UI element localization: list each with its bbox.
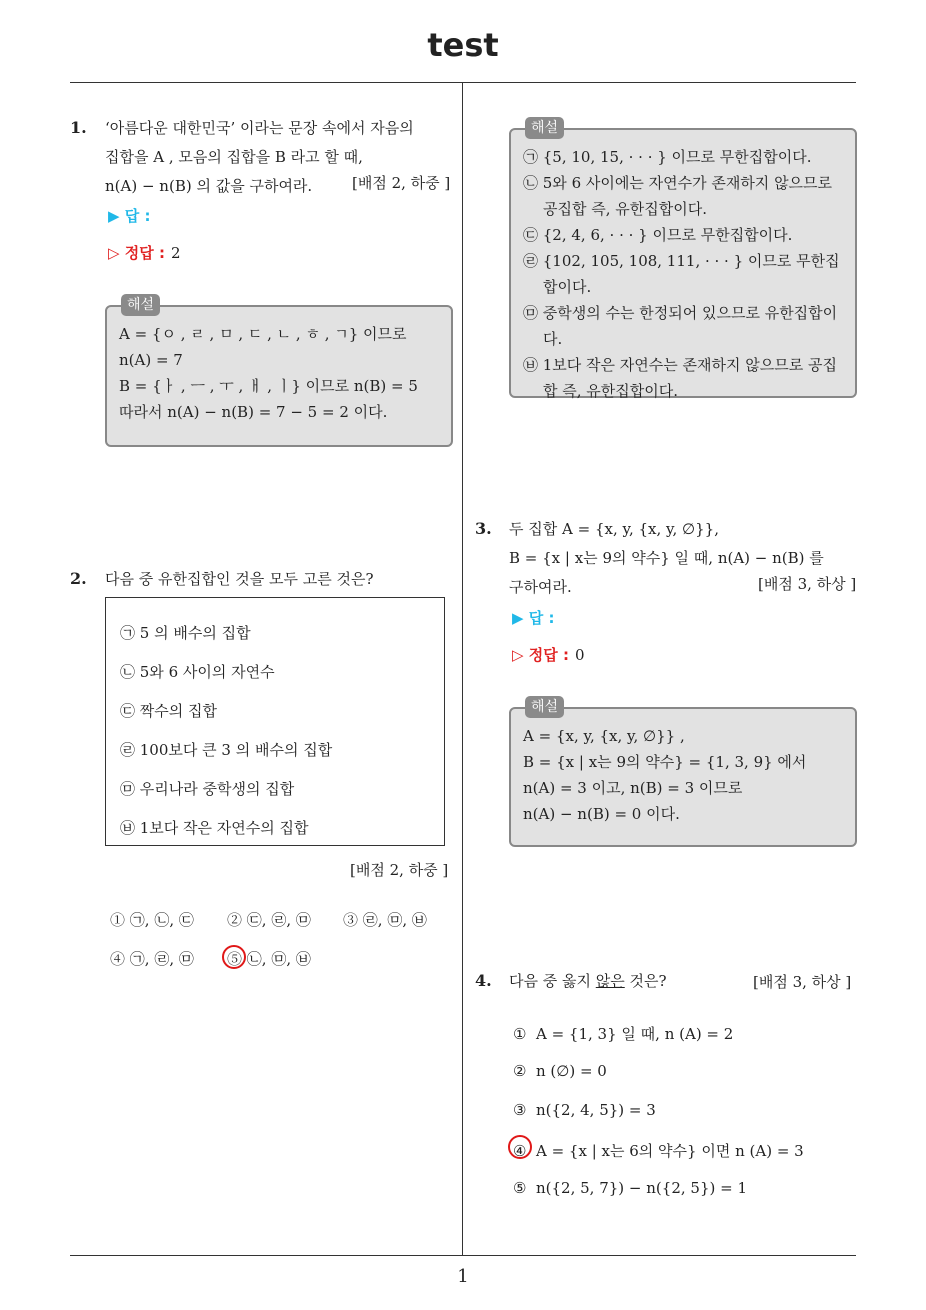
solution-line: B = {x | x는 9의 약수} = {1, 3, 9} 에서: [523, 753, 807, 771]
option-number: ②: [227, 911, 243, 929]
question-1-solution-box: [105, 297, 453, 447]
option-text: n({2, 5, 7}) − n({2, 5}) = 1: [536, 1179, 747, 1197]
question-1-score: [배점 2, 하중 ]: [352, 174, 451, 192]
solution-line: ㉤ 중학생의 수는 한정되어 있으므로 유한집합이다.: [523, 304, 838, 348]
option-number: ④: [513, 1142, 527, 1160]
option-number: ③: [513, 1101, 527, 1119]
question-4-text-pre: 다음 중 옳지: [509, 972, 596, 990]
question-1-number: 1.: [70, 118, 87, 137]
solution-line: ㉥ 1보다 작은 자연수는 존재하지 않으므로 공집합 즉, 유한집합이다.: [523, 356, 837, 400]
solution-line: n(A) − n(B) = 0 이다.: [523, 805, 680, 823]
page-title: test: [427, 26, 499, 64]
question-2-item: ㉣ 100보다 큰 3 의 배수의 집합: [120, 741, 333, 759]
question-2-solution-box: [509, 120, 857, 400]
option-text: n({2, 4, 5}) = 3: [536, 1101, 656, 1119]
question-3-correct-value: 0: [574, 646, 585, 664]
question-2-item: ㉠ 5 의 배수의 집합: [120, 624, 251, 642]
question-4-option-2[interactable]: [513, 1062, 607, 1080]
top-rule: [70, 82, 856, 83]
option-number: ①: [110, 911, 126, 929]
question-2-item: ㉢ 짝수의 집합: [120, 702, 217, 720]
question-2-item: ㉤ 우리나라 중학생의 집합: [120, 780, 295, 798]
question-2-option-2[interactable]: [227, 909, 311, 930]
question-4-score: [배점 3, 하상 ]: [753, 973, 852, 991]
option-text: A = {1, 3} 일 때, n (A) = 2: [536, 1025, 734, 1043]
question-3-solution-box: [509, 699, 857, 847]
question-3-answer-label: ▶ 답 :: [512, 609, 555, 627]
question-2-option-4[interactable]: [110, 948, 194, 969]
question-3-line-1: 두 집합 A = {x, y, {x, y, ∅}},: [509, 520, 719, 538]
question-1-line-3: n(A) − n(B) 의 값을 구하여라.: [105, 177, 313, 195]
question-3-line-2: B = {x | x는 9의 약수} 일 때, n(A) − n(B) 를: [509, 549, 824, 567]
question-2-option-1[interactable]: [110, 909, 194, 930]
question-2-option-3[interactable]: [343, 909, 427, 930]
question-4-number: 4.: [475, 971, 492, 990]
question-1-solution-tag: 해설: [121, 294, 160, 316]
option-text: ㉣, ㉤, ㉥: [362, 911, 427, 929]
question-1-correct-value: 2: [170, 244, 181, 262]
question-4-option-5[interactable]: [513, 1179, 747, 1197]
column-divider: [462, 83, 463, 1255]
question-2-item: ㉡ 5와 6 사이의 자연수: [120, 663, 275, 681]
question-3-score: [배점 3, 하상 ]: [758, 575, 857, 593]
solution-line: n(A) = 7: [119, 351, 183, 369]
option-number: ③: [343, 911, 359, 929]
solution-line: ㉣ {102, 105, 108, 111, · · · } 이므로 무한집합이다.: [523, 252, 840, 296]
question-1-correct: [108, 242, 181, 263]
option-text: ㉡, ㉤, ㉥: [246, 950, 311, 968]
question-1-line-2: 집합을 A , 모음의 집합을 B 라고 할 때,: [105, 148, 363, 166]
option-text: ㉠, ㉡, ㉢: [129, 911, 194, 929]
question-3-solution-tag: 해설: [525, 696, 564, 718]
bottom-rule: [70, 1255, 856, 1256]
question-2-items-box: [105, 597, 445, 846]
solution-line: n(A) = 3 이고, n(B) = 3 이므로: [523, 779, 743, 797]
question-2-text: 다음 중 유한집합인 것을 모두 고른 것은?: [105, 570, 374, 588]
option-text: A = {x | x는 6의 약수} 이면 n (A) = 3: [536, 1142, 804, 1160]
question-3-number: 3.: [475, 519, 492, 538]
question-3-line-3: 구하여라.: [509, 578, 572, 596]
option-number: ①: [513, 1025, 527, 1043]
question-3-correct: [512, 644, 585, 665]
question-4-text-post: 것은?: [624, 972, 667, 990]
option-number: ②: [513, 1062, 527, 1080]
selected-answer-circle: [222, 945, 246, 969]
solution-line: 따라서 n(A) − n(B) = 7 − 5 = 2 이다.: [119, 403, 388, 421]
solution-line: A = {ㅇ , ㄹ , ㅁ , ㄷ , ㄴ , ㅎ , ㄱ} 이므로: [119, 325, 407, 343]
question-2-score: [배점 2, 하중 ]: [350, 861, 449, 879]
question-4-text-underlined: 않은: [595, 972, 625, 990]
solution-line: A = {x, y, {x, y, ∅}} ,: [523, 727, 685, 745]
page-number: 1: [457, 1266, 469, 1287]
question-2-number: 2.: [70, 569, 87, 588]
question-1-line-1: ‘아름다운 대한민국’ 이라는 문장 속에서 자음의: [105, 119, 414, 137]
option-number: ⑤: [513, 1179, 527, 1197]
option-text: n (∅) = 0: [536, 1062, 607, 1080]
solution-line: ㉡ 5와 6 사이에는 자연수가 존재하지 않으므로 공집합 즉, 유한집합이다.: [523, 174, 833, 218]
question-2-solution-tag: 해설: [525, 117, 564, 139]
question-4-option-1[interactable]: [513, 1023, 733, 1044]
question-4-text: [509, 967, 667, 996]
option-number: ⑤: [227, 950, 243, 968]
solution-line: ㉠ {5, 10, 15, · · · } 이므로 무한집합이다.: [523, 148, 812, 166]
question-1-correct-label: ▷ 정답 :: [108, 244, 165, 262]
selected-answer-circle: [508, 1135, 532, 1159]
question-3-correct-label: ▷ 정답 :: [512, 646, 569, 664]
question-4-option-3[interactable]: [513, 1101, 656, 1119]
question-1-answer-label: ▶ 답 :: [108, 207, 151, 225]
solution-line: B = {ㅏ , ㅡ , ㅜ , ㅐ , ㅣ} 이므로 n(B) = 5: [119, 377, 418, 395]
question-2-item: ㉥ 1보다 작은 자연수의 집합: [120, 819, 309, 837]
question-4-option-4[interactable]: [513, 1140, 804, 1161]
option-text: ㉠, ㉣, ㉤: [129, 950, 194, 968]
solution-line: ㉢ {2, 4, 6, · · · } 이므로 무한집합이다.: [523, 226, 793, 244]
option-text: ㉢, ㉣, ㉤: [246, 911, 311, 929]
option-number: ④: [110, 950, 126, 968]
